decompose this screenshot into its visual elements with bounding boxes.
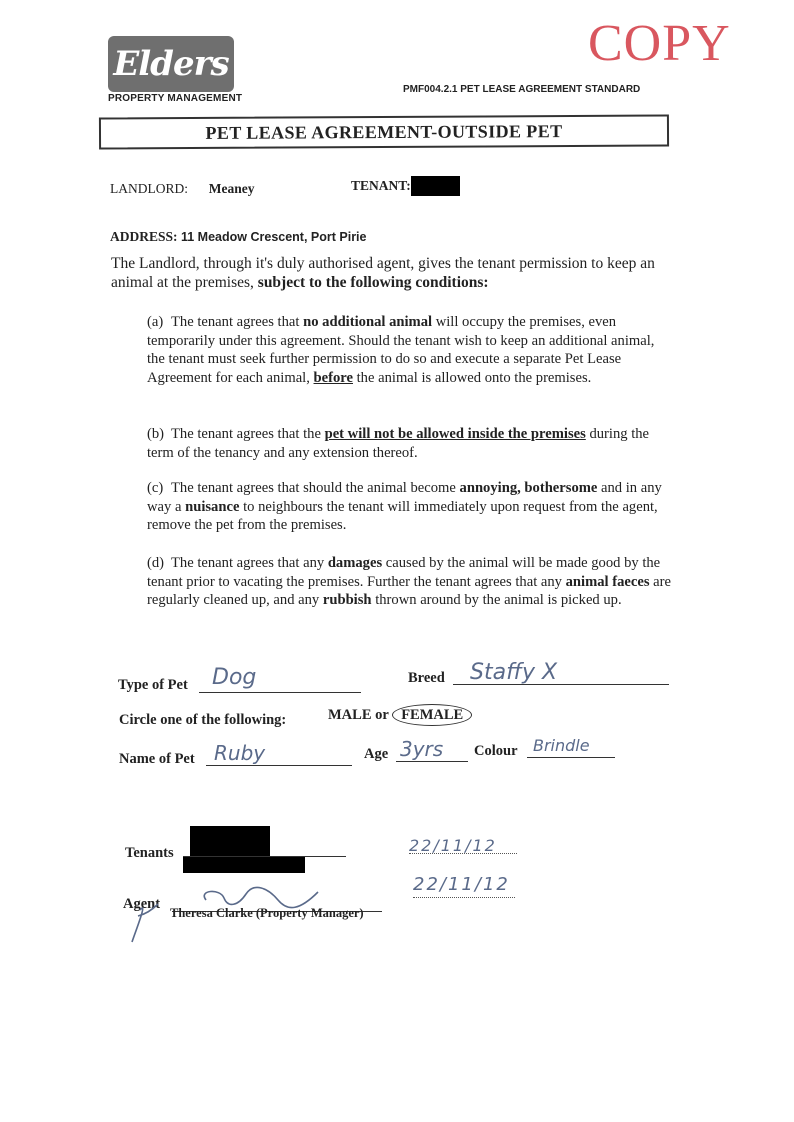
clause-text: during the term of the tenancy and any extension thereof.	[147, 426, 650, 461]
clause-letter: (d)	[147, 555, 165, 571]
tenant-row	[351, 178, 411, 194]
pet-type-value: Dog	[212, 665, 257, 690]
clause-bold: no additional animal	[303, 314, 433, 330]
clause-text: the animal is allowed onto the premises.	[352, 369, 592, 386]
agent-name: Theresa Clarke (Property Manager)	[170, 906, 364, 920]
pet-name-label: Name of Pet	[119, 751, 195, 767]
breed-value: Staffy X	[470, 660, 558, 685]
address-row	[110, 229, 367, 245]
landlord-row	[110, 181, 254, 197]
clause-letter: (c)	[147, 480, 164, 496]
sex-options	[328, 707, 472, 724]
or-text: or	[375, 707, 389, 723]
tenant-date-line	[409, 853, 517, 854]
clause-bold: annoying, bothersome	[459, 480, 598, 496]
male-option: MALE	[328, 707, 372, 723]
clause-a	[147, 313, 672, 387]
clause-bold: animal faeces	[565, 573, 650, 590]
title-box	[99, 115, 669, 150]
document-title: PET LEASE AGREEMENT-OUTSIDE PET	[205, 120, 563, 143]
clause-text: will occupy the premises, even temporarily under this agreement. Should the tenant wish to keep an additional animal, the tenant must seek further permission to do so and execute a separate Pet Lease Agreement for each animal,	[147, 314, 655, 386]
tenant-date: 22/11/12	[409, 836, 497, 855]
intro-paragraph	[111, 254, 671, 292]
intro-bold: subject to the following conditions:	[257, 274, 489, 291]
colour-value: Brindle	[533, 736, 590, 755]
logo-text: Elders	[113, 44, 229, 84]
intro-text: The Landlord, through it's duly authorised agent, gives the tenant permission to keep an animal at the premises,	[111, 255, 655, 291]
logo-subtitle: PROPERTY MANAGEMENT	[108, 93, 243, 104]
clause-text: caused by the animal will be made good by the tenant prior to vacating the premises. Further the tenant agrees that any	[147, 555, 661, 590]
clause-text: to neighbours the tenant will immediately upon request from the agent, remove the pet from the premises.	[147, 498, 658, 533]
elders-logo	[108, 36, 234, 92]
form-code: PMF004.2.1 PET LEASE AGREEMENT STANDARD	[403, 84, 641, 95]
tenant-signature-redaction	[190, 826, 270, 856]
tenant-signature-line	[183, 856, 346, 857]
clause-text: The tenant agrees that should the animal become	[171, 480, 460, 496]
landlord-value: Meaney	[208, 181, 255, 196]
clause-text: The tenant agrees that any	[171, 555, 328, 571]
clause-b	[147, 425, 672, 462]
breed-label: Breed	[408, 670, 445, 686]
clause-text: The tenant agrees that	[171, 314, 304, 330]
agent-label: Agent	[123, 896, 161, 912]
clause-letter: (b)	[147, 426, 165, 442]
pet-name-value: Ruby	[214, 741, 266, 765]
age-line	[396, 761, 468, 762]
copy-stamp: COPY	[588, 15, 731, 72]
pet-name-line	[206, 765, 352, 766]
clause-bold: nuisance	[185, 498, 240, 515]
clause-text: thrown around by the animal is picked up.	[371, 592, 622, 608]
agent-date: 22/11/12	[413, 874, 510, 895]
clause-text: and in any way a	[147, 480, 662, 515]
clause-bold: rubbish	[322, 592, 372, 608]
pet-type-label: Type of Pet	[118, 677, 188, 693]
clause-d	[147, 554, 672, 610]
pet-type-line	[199, 692, 361, 693]
clause-text: The tenant agrees that the	[171, 426, 325, 442]
colour-line	[527, 757, 615, 758]
clause-bold-underline: pet will not be allowed inside the premises	[324, 426, 586, 442]
age-label: Age	[364, 746, 389, 762]
clause-bold: damages	[327, 555, 383, 571]
colour-label: Colour	[474, 743, 518, 759]
age-value: 3yrs	[400, 737, 444, 761]
address-value: 11 Meadow Crescent, Port Pirie	[181, 230, 367, 244]
tenant-label: TENANT:	[351, 178, 411, 193]
circle-label: Circle one of the following:	[119, 712, 287, 728]
tenant-redaction	[411, 176, 460, 196]
clause-letter: (a)	[147, 314, 164, 330]
agent-date-line	[413, 897, 515, 898]
tenants-label: Tenants	[125, 845, 174, 861]
address-label: ADDRESS:	[110, 229, 178, 244]
clause-c	[147, 479, 672, 535]
female-option-circled: FEMALE	[392, 704, 472, 726]
clause-text: are regularly cleaned up, and any	[147, 573, 671, 608]
clause-bold-underline: before	[313, 369, 353, 386]
landlord-label: LANDLORD:	[110, 181, 188, 196]
